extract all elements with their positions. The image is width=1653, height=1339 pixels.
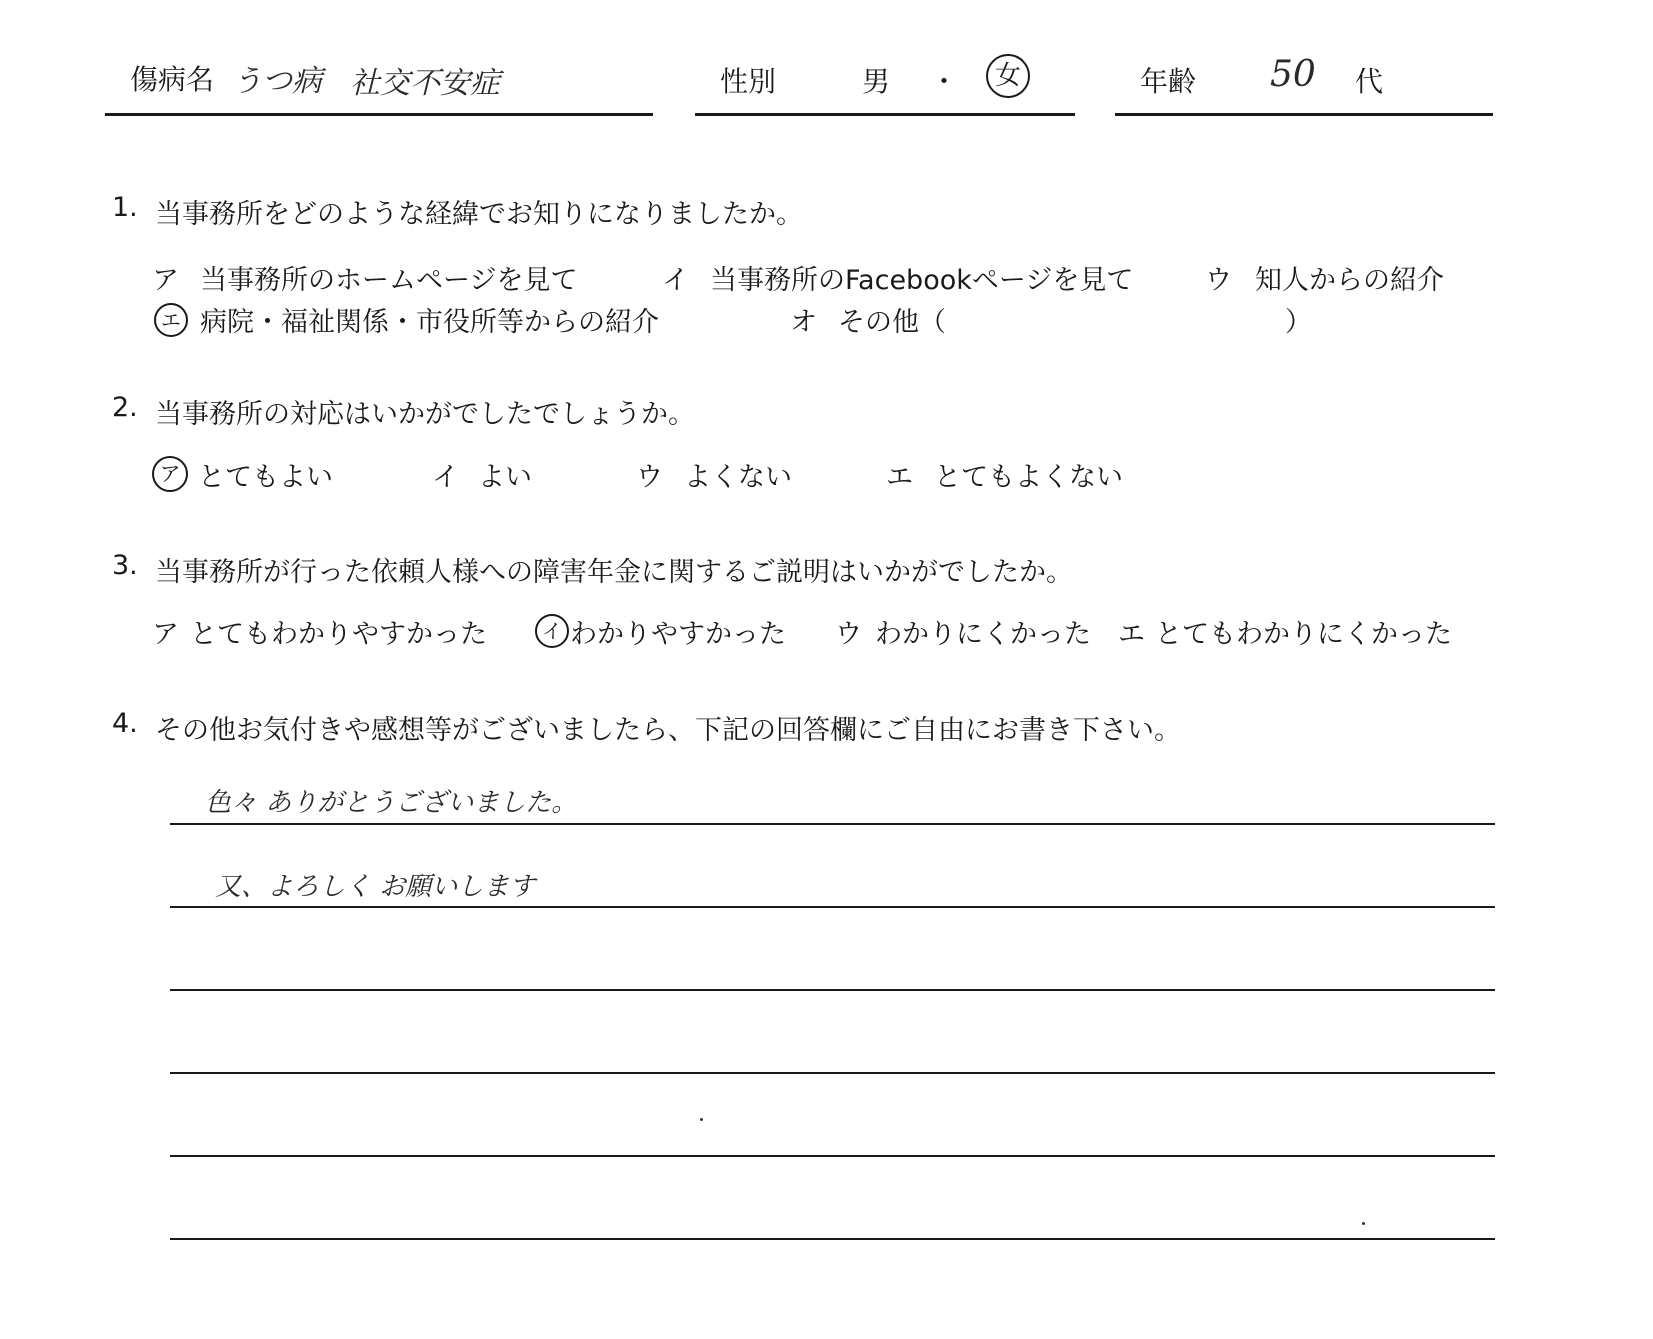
disease-label: 傷病名	[130, 63, 215, 96]
q2-option-i-key: イ	[432, 462, 459, 493]
disease-underline	[105, 113, 653, 116]
q3-number: 3.	[112, 550, 138, 581]
gender-male: 男	[862, 65, 891, 98]
gender-separator: ・	[930, 65, 959, 98]
scan-speck	[700, 1118, 703, 1121]
age-label: 年齢	[1140, 65, 1197, 98]
q3-option-e-key: エ	[1118, 619, 1145, 650]
q2-option-i-label: よい	[478, 462, 532, 493]
answer-line	[170, 906, 1495, 908]
answer-line	[170, 823, 1495, 825]
q1-option-o-label: その他（	[838, 307, 946, 338]
answer-line	[170, 1072, 1495, 1074]
q2-number: 2.	[112, 392, 138, 423]
gender-underline	[695, 113, 1075, 116]
q1-option-u-label: 知人からの紹介	[1255, 265, 1444, 296]
age-suffix: 代	[1355, 65, 1384, 98]
q3-option-a-key: ア	[152, 619, 179, 650]
q2-option-u-key: ウ	[636, 462, 663, 493]
q2-option-a-label: とてもよい	[198, 462, 333, 493]
gender-label: 性別	[720, 65, 777, 98]
scan-speck	[1362, 1222, 1365, 1225]
q3-option-e-label: とてもわかりにくかった	[1155, 619, 1452, 650]
q2-option-e-key: エ	[886, 462, 913, 493]
q1-option-a-label: 当事務所のホームページを見て	[200, 265, 578, 296]
comment-line-1: 色々 ありがとうございました。	[205, 788, 578, 818]
q4-number: 4.	[112, 708, 138, 739]
q3-text: 当事務所が行った依頼人様への障害年金に関するご説明はいかがでしたか。	[155, 557, 1073, 588]
gender-female-circled: 女	[986, 54, 1030, 98]
q1-option-o-close: ）	[1285, 307, 1312, 338]
q2-text: 当事務所の対応はいかがでしたでしょうか。	[155, 399, 695, 430]
q1-number: 1.	[112, 192, 138, 223]
q1-option-i-label: 当事務所のFacebookページを見て	[710, 265, 1134, 296]
age-value: 50	[1270, 54, 1316, 95]
q3-option-u-key: ウ	[835, 619, 862, 650]
q3-option-i-key-circled: イ	[535, 614, 569, 648]
answer-line	[170, 1155, 1495, 1157]
comment-line-2: 又、よろしく お願いします	[215, 872, 536, 902]
q2-option-u-label: よくない	[684, 462, 792, 493]
disease-value-2: 社交不安症	[350, 66, 500, 101]
answer-line	[170, 1238, 1495, 1240]
q2-option-a-key-circled: ア	[152, 456, 188, 492]
q1-option-e-label: 病院・福祉関係・市役所等からの紹介	[200, 307, 659, 338]
answer-line	[170, 989, 1495, 991]
q1-option-a-key: ア	[152, 265, 179, 296]
q1-option-e-key-circled: エ	[154, 303, 188, 337]
q1-option-o-key: オ	[790, 307, 817, 338]
q1-text: 当事務所をどのような経緯でお知りになりましたか。	[155, 199, 803, 230]
q1-option-u-key: ウ	[1205, 265, 1232, 296]
q3-option-a-label: とてもわかりやすかった	[190, 619, 487, 650]
disease-value-1: うつ病	[232, 64, 322, 99]
q3-option-i-label: わかりやすかった	[570, 619, 786, 650]
q1-option-i-key: イ	[662, 265, 689, 296]
age-underline	[1115, 113, 1493, 116]
q2-option-e-label: とてもよくない	[934, 462, 1123, 493]
q3-option-u-label: わかりにくかった	[875, 619, 1091, 650]
q4-text: その他お気付きや感想等がございましたら、下記の回答欄にご自由にお書き下さい。	[155, 715, 1181, 746]
